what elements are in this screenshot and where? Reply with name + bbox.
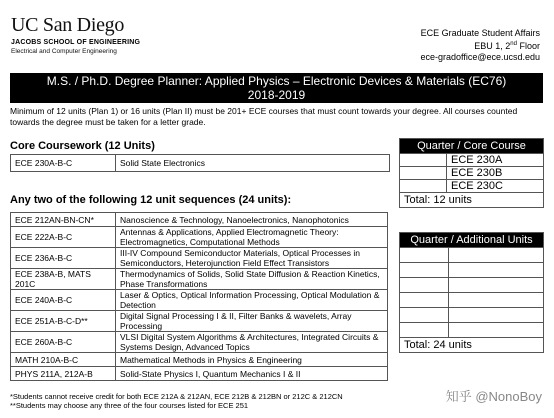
- table-row: [11, 311, 388, 332]
- course-cell[interactable]: [449, 278, 544, 293]
- course-code: ECE 222A-B-C: [11, 227, 116, 248]
- table-row: [400, 180, 544, 193]
- table-row: [11, 332, 388, 353]
- course-cell[interactable]: [449, 263, 544, 278]
- core-course-cell: ECE 230A: [447, 154, 544, 167]
- quarter-additional-table: [399, 232, 544, 353]
- table-row: [11, 155, 390, 172]
- footnote-1: *Students cannot receive credit for both ECE 212A & 212AN, ECE 212B & 212BN or 212C & 212CN: [10, 392, 343, 401]
- course-code: ECE 251A-B-C-D**: [11, 311, 116, 332]
- quarter-cell[interactable]: [400, 293, 449, 308]
- quarter-cell[interactable]: [400, 278, 449, 293]
- title-line-2: 2018-2019: [247, 88, 306, 102]
- table-row: [11, 227, 388, 248]
- additional-total: Total: 24 units: [400, 338, 544, 353]
- table-row: [11, 213, 388, 227]
- quarter-cell[interactable]: [400, 308, 449, 323]
- table-row: [11, 367, 388, 381]
- core-table: [10, 154, 390, 172]
- table-row: [400, 263, 544, 278]
- watermark: 知乎 @NonoBoy: [445, 389, 542, 404]
- total-row: [400, 338, 544, 353]
- table-row: [11, 353, 388, 367]
- course-code: ECE 240A-B-C: [11, 290, 116, 311]
- course-description: III-IV Compound Semiconductor Materials, Optical Processes in Semiconductors, Heterojunction Field Effect Transistors: [116, 248, 388, 269]
- table-row: [11, 269, 388, 290]
- course-cell[interactable]: [449, 248, 544, 263]
- quarter-core-header: [400, 139, 544, 154]
- office-email[interactable]: ece-gradoffice@ece.ucsd.edu: [420, 52, 540, 62]
- quarter-cell[interactable]: [400, 180, 447, 193]
- course-code: ECE 238A-B, MATS 201C: [11, 269, 116, 290]
- office-contact: [420, 28, 540, 63]
- course-code: ECE 212AN-BN-CN*: [11, 213, 116, 227]
- course-code: MATH 210A-B-C: [11, 353, 116, 367]
- core-course-cell: ECE 230B: [447, 167, 544, 180]
- quarter-cell[interactable]: [400, 167, 447, 180]
- course-cell[interactable]: [449, 293, 544, 308]
- quarter-additional-heading: Quarter / Additional Units: [400, 233, 544, 248]
- table-row: [400, 154, 544, 167]
- course-cell[interactable]: [449, 308, 544, 323]
- footnote-2: **Students may choose any three of the four courses listed for ECE 251: [10, 401, 249, 410]
- course-code: ECE 230A-B-C: [11, 155, 116, 172]
- course-description: Nanoscience & Technology, Nanoelectronics, Nanophotonics: [116, 213, 388, 227]
- core-course-cell: ECE 230C: [447, 180, 544, 193]
- course-description: Thermodynamics of Solids, Solid State Diffusion & Reaction Kinetics, Phase Transformations: [116, 269, 388, 290]
- course-code: ECE 260A-B-C: [11, 332, 116, 353]
- table-row: [400, 248, 544, 263]
- course-description: Solid-State Physics I, Quantum Mechanics I & II: [116, 367, 388, 381]
- ucsd-logo: UC San Diego: [11, 14, 125, 36]
- total-row: [400, 193, 544, 208]
- quarter-cell[interactable]: [400, 248, 449, 263]
- core-total: Total: 12 units: [400, 193, 544, 208]
- course-description: Mathematical Methods in Physics & Engineering: [116, 353, 388, 367]
- table-row: [11, 290, 388, 311]
- logo-school-name: JACOBS SCHOOL OF ENGINEERING: [11, 39, 141, 46]
- quarter-cell[interactable]: [400, 263, 449, 278]
- course-cell[interactable]: [449, 323, 544, 338]
- table-row: [400, 308, 544, 323]
- sequences-table: [10, 212, 388, 381]
- table-row: [400, 278, 544, 293]
- office-location: EBU 1, 2nd Floor: [474, 41, 540, 51]
- table-row: [11, 248, 388, 269]
- course-description: Antennas & Applications, Applied Electromagnetic Theory: Electromagnetics, Computational Methods: [116, 227, 388, 248]
- logo-department-name: Electrical and Computer Engineering: [11, 48, 117, 55]
- course-description: VLSI Digital System Algorithms & Architectures, Integrated Circuits & Systems Design, Advanced Topics: [116, 332, 388, 353]
- quarter-core-heading: Quarter / Core Course: [400, 139, 544, 154]
- table-row: [400, 293, 544, 308]
- table-row: [400, 167, 544, 180]
- course-code: PHYS 211A, 212A-B: [11, 367, 116, 381]
- page-title: [10, 73, 543, 103]
- quarter-cell[interactable]: [400, 323, 449, 338]
- course-description: Solid State Electronics: [116, 155, 390, 172]
- title-line-1: M.S. / Ph.D. Degree Planner: Applied Physics – Electronic Devices & Materials (EC76): [46, 74, 507, 88]
- quarter-cell[interactable]: [400, 154, 447, 167]
- intro-text: Minimum of 12 units (Plan 1) or 16 units (Plan II) must be 201+ ECE courses that must count towards your degree. All courses counted towards the degree must be taken for a letter grade.: [10, 106, 518, 127]
- course-description: Laser & Optics, Optical Information Processing, Optical Modulation & Detection: [116, 290, 388, 311]
- course-code: ECE 236A-B-C: [11, 248, 116, 269]
- sequences-heading: Any two of the following 12 unit sequences (24 units):: [10, 194, 292, 206]
- office-name: ECE Graduate Student Affairs: [420, 28, 540, 38]
- quarter-core-table: [399, 138, 544, 208]
- table-row: [400, 323, 544, 338]
- quarter-additional-header: [400, 233, 544, 248]
- core-heading: Core Coursework (12 Units): [10, 140, 155, 152]
- course-description: Digital Signal Processing I & II, Filter Banks & wavelets, Array Processing: [116, 311, 388, 332]
